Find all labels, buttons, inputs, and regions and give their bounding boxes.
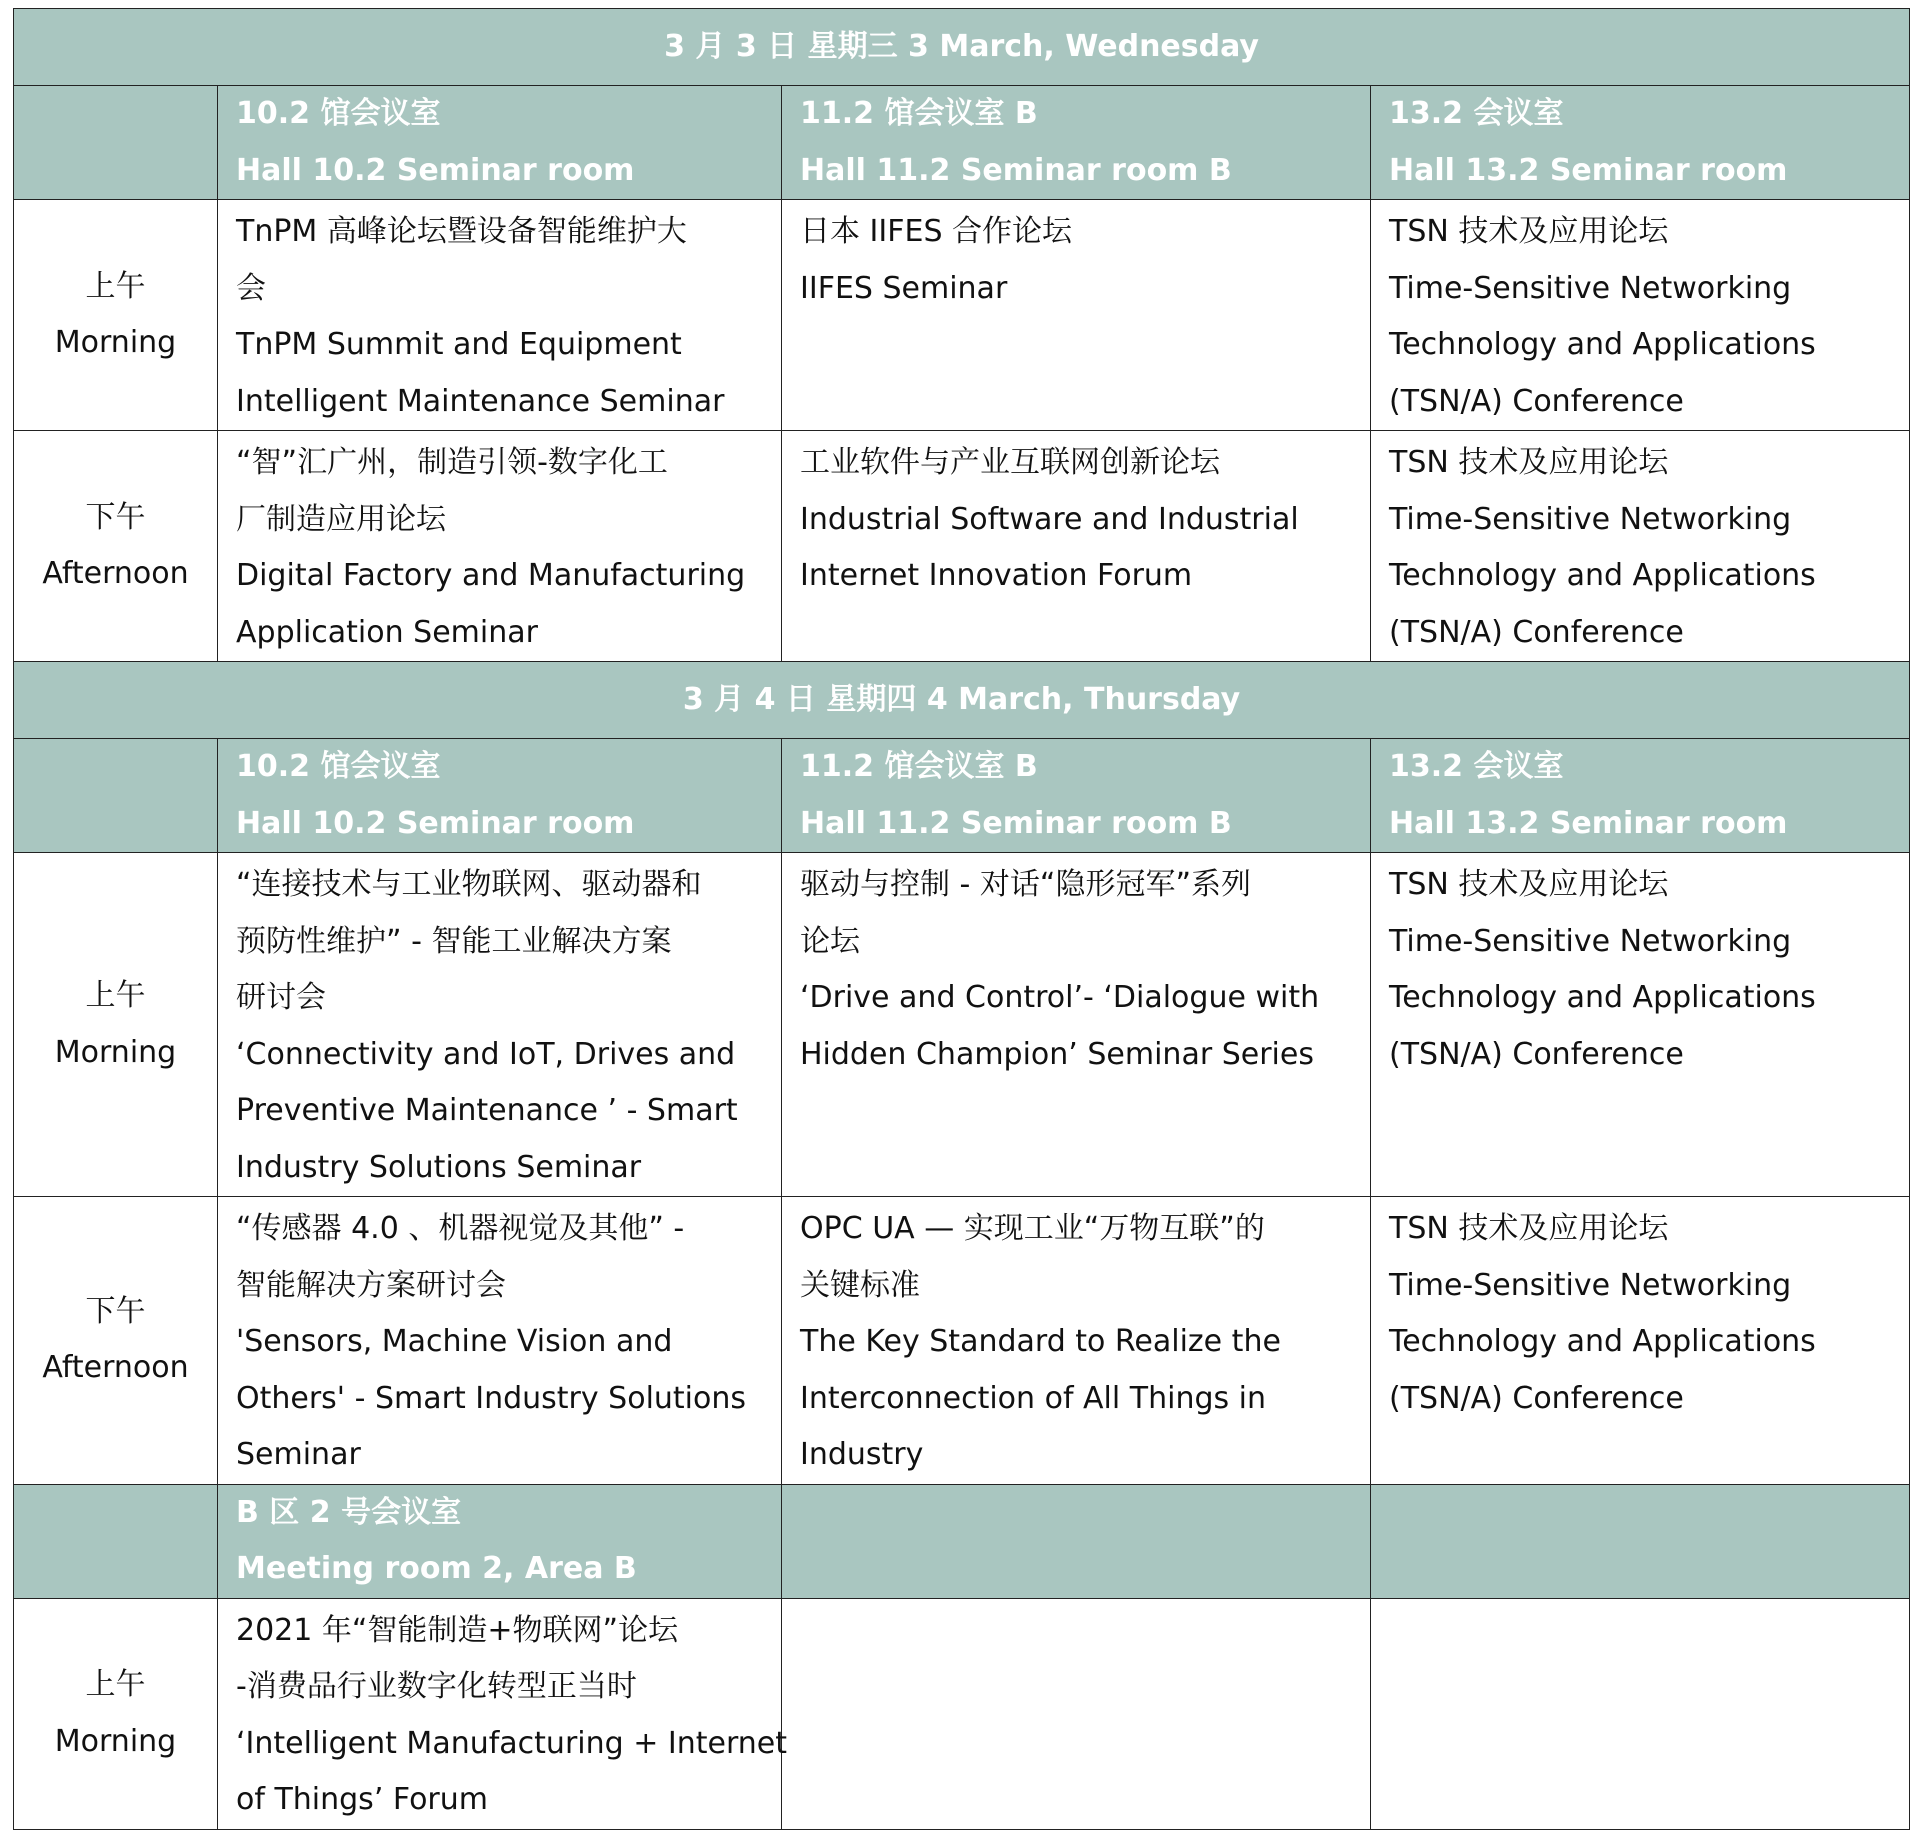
session-cell <box>218 1598 788 1829</box>
session-cell <box>218 853 782 1197</box>
session-cell <box>218 1197 782 1485</box>
session-cell-empty <box>1371 1598 1910 1829</box>
cell-text-line: “连接技术与工业物联网、驱动器和 <box>236 867 702 902</box>
cell-text-line: 智能解决方案研讨会 <box>236 1267 506 1303</box>
period-label-zh: 下午 <box>85 499 146 535</box>
session-cell <box>782 1197 1371 1485</box>
cell-text-line: 驱动与控制 - 对话“隐形冠军”系列 <box>800 867 1251 902</box>
cell-text-line: Time-Sensitive Networking <box>1389 501 1792 537</box>
period-cell <box>14 431 218 662</box>
hall-header-cell <box>218 739 782 853</box>
cell-text-line: ‘Drive and Control’- ‘Dialogue with <box>800 980 1320 1015</box>
hall-name-en: Hall 10.2 Seminar room <box>236 152 635 188</box>
period-label-en: Afternoon <box>42 1350 189 1386</box>
hall-header-cell <box>782 739 1371 853</box>
hall-name-en: Hall 11.2 Seminar room B <box>800 152 1232 188</box>
hall-name-en: Hall 10.2 Seminar room <box>236 805 635 841</box>
cell-text-line: ‘Intelligent Manufacturing + Internet <box>236 1725 788 1761</box>
period-label-en: Morning <box>54 325 177 360</box>
period-label-zh: 上午 <box>85 1667 146 1702</box>
cell-text-line: OPC UA — 实现工业“万物互联”的 <box>800 1211 1265 1246</box>
cell-text-line: The Key Standard to Realize the <box>800 1324 1281 1359</box>
hall-name-zh: 10.2 馆会议室 <box>236 749 441 784</box>
session-row <box>14 1197 1910 1485</box>
session-cell <box>218 431 782 662</box>
session-cell <box>782 853 1371 1197</box>
cell-text-line: of Things’ Forum <box>236 1782 488 1817</box>
day-header-row <box>14 662 1910 739</box>
day-heading: 3 月 4 日 星期四 4 March, Thursday <box>14 662 1910 739</box>
hall-header-blank <box>782 1484 1371 1598</box>
session-cell <box>1371 853 1910 1197</box>
hall-header-blank <box>14 739 218 853</box>
hall-header-cell <box>1371 86 1910 200</box>
session-cell <box>1371 431 1910 662</box>
cell-text-line: 研讨会 <box>236 980 326 1015</box>
cell-text-line: “智”汇广州，制造引领-数字化工 <box>236 445 668 480</box>
cell-text-line: Application Seminar <box>236 614 538 650</box>
cell-text-line: Digital Factory and Manufacturing <box>236 558 746 593</box>
session-cell <box>782 431 1371 662</box>
hall-name-en: Hall 13.2 Seminar room <box>1389 152 1788 188</box>
cell-text-line: Intelligent Maintenance Seminar <box>236 383 725 419</box>
cell-text-line: 厂制造应用论坛 <box>236 501 446 537</box>
session-row <box>14 200 1910 431</box>
period-label-zh: 上午 <box>85 978 146 1013</box>
cell-text-line: 2021 年“智能制造+物联网”论坛 <box>236 1612 679 1648</box>
hall-header-blank <box>14 1484 218 1598</box>
cell-text-line: Hidden Champion’ Seminar Series <box>800 1036 1314 1072</box>
period-cell <box>14 1598 218 1829</box>
hall-name-zh: 10.2 馆会议室 <box>236 96 441 131</box>
cell-text-line: Time-Sensitive Networking <box>1389 270 1792 306</box>
cell-text-line: “传感器 4.0 、机器视觉及其他” - <box>236 1211 685 1246</box>
hall-header-cell <box>1371 739 1910 853</box>
session-cell <box>218 200 782 431</box>
cell-text-line: (TSN/A) Conference <box>1389 1036 1684 1072</box>
cell-text-line: Internet Innovation Forum <box>800 558 1193 593</box>
cell-text-line: TnPM Summit and Equipment <box>236 327 682 362</box>
session-row <box>14 431 1910 662</box>
hall-name-zh: 13.2 会议室 <box>1389 749 1564 784</box>
session-cell <box>782 200 1371 431</box>
period-cell <box>14 853 218 1197</box>
cell-text-line: Seminar <box>236 1437 361 1472</box>
cell-text-line: 'Sensors, Machine Vision and <box>236 1324 673 1359</box>
hall-header-cell <box>782 86 1371 200</box>
hall-name-zh: B 区 2 号会议室 <box>236 1494 462 1530</box>
cell-text-line: Technology and Applications <box>1389 1324 1816 1359</box>
hall-name-en: Hall 11.2 Seminar room B <box>800 805 1232 841</box>
cell-text-line: -消费品行业数字化转型正当时 <box>236 1669 637 1704</box>
cell-text-line: 关键标准 <box>800 1267 920 1303</box>
hall-name-zh: 11.2 馆会议室 B <box>800 96 1038 131</box>
cell-text-line: 预防性维护” - 智能工业解决方案 <box>236 923 672 959</box>
cell-text-line: 会 <box>236 270 266 306</box>
cell-text-line: Others' - Smart Industry Solutions <box>236 1380 747 1416</box>
session-cell-empty <box>782 1598 1371 1829</box>
period-label-en: Morning <box>54 1034 177 1070</box>
cell-text-line: (TSN/A) Conference <box>1389 614 1684 650</box>
seminar-schedule-table <box>13 8 1910 1830</box>
cell-text-line: TnPM 高峰论坛暨设备智能维护大 <box>236 214 687 249</box>
hall-header-row <box>14 1484 1910 1598</box>
session-cell <box>1371 200 1910 431</box>
period-cell <box>14 200 218 431</box>
session-row <box>14 853 1910 1197</box>
cell-text-line: Interconnection of All Things in <box>800 1380 1267 1416</box>
cell-text-line: 论坛 <box>800 923 860 959</box>
hall-name-en: Hall 13.2 Seminar room <box>1389 805 1788 841</box>
cell-text-line: TSN 技术及应用论坛 <box>1389 445 1669 480</box>
cell-text-line: Time-Sensitive Networking <box>1389 923 1792 959</box>
period-label-zh: 下午 <box>85 1293 146 1329</box>
cell-text-line: 工业软件与产业互联网创新论坛 <box>800 445 1220 480</box>
cell-text-line: Time-Sensitive Networking <box>1389 1267 1792 1303</box>
hall-header-blank <box>1371 1484 1910 1598</box>
session-row <box>14 1598 1910 1829</box>
hall-header-blank <box>14 86 218 200</box>
cell-text-line: IIFES Seminar <box>800 270 1008 306</box>
cell-text-line: Industry <box>800 1437 924 1472</box>
hall-header-row <box>14 86 1910 200</box>
cell-text-line: Technology and Applications <box>1389 327 1816 362</box>
hall-header-row <box>14 739 1910 853</box>
cell-text-line: ‘Connectivity and IoT, Drives and <box>236 1036 736 1072</box>
cell-text-line: 日本 IIFES 合作论坛 <box>800 214 1073 249</box>
day-header-row <box>14 9 1910 86</box>
schedule-body <box>14 9 1910 1830</box>
session-cell <box>1371 1197 1910 1485</box>
hall-name-en: Meeting room 2, Area B <box>236 1551 637 1586</box>
period-label-en: Morning <box>54 1723 177 1759</box>
cell-text-line: Technology and Applications <box>1389 558 1816 593</box>
period-label-zh: 上午 <box>85 268 146 304</box>
cell-text-line: Industrial Software and Industrial <box>800 501 1299 537</box>
hall-name-zh: 13.2 会议室 <box>1389 96 1564 131</box>
period-cell <box>14 1197 218 1485</box>
cell-text-line: (TSN/A) Conference <box>1389 383 1684 419</box>
cell-text-line: Industry Solutions Seminar <box>236 1149 642 1185</box>
cell-text-line: Preventive Maintenance ’ - Smart <box>236 1093 738 1128</box>
cell-text-line: Technology and Applications <box>1389 980 1816 1015</box>
cell-text-line: (TSN/A) Conference <box>1389 1380 1684 1416</box>
hall-header-cell <box>218 86 782 200</box>
hall-name-zh: 11.2 馆会议室 B <box>800 749 1038 784</box>
cell-text-line: TSN 技术及应用论坛 <box>1389 214 1669 249</box>
schedule-wrapper <box>13 8 1909 1830</box>
cell-text-line: TSN 技术及应用论坛 <box>1389 1211 1669 1246</box>
hall-header-cell <box>218 1484 782 1598</box>
day-heading: 3 月 3 日 星期三 3 March, Wednesday <box>14 9 1910 86</box>
cell-text-line: TSN 技术及应用论坛 <box>1389 867 1669 902</box>
period-label-en: Afternoon <box>42 556 189 591</box>
